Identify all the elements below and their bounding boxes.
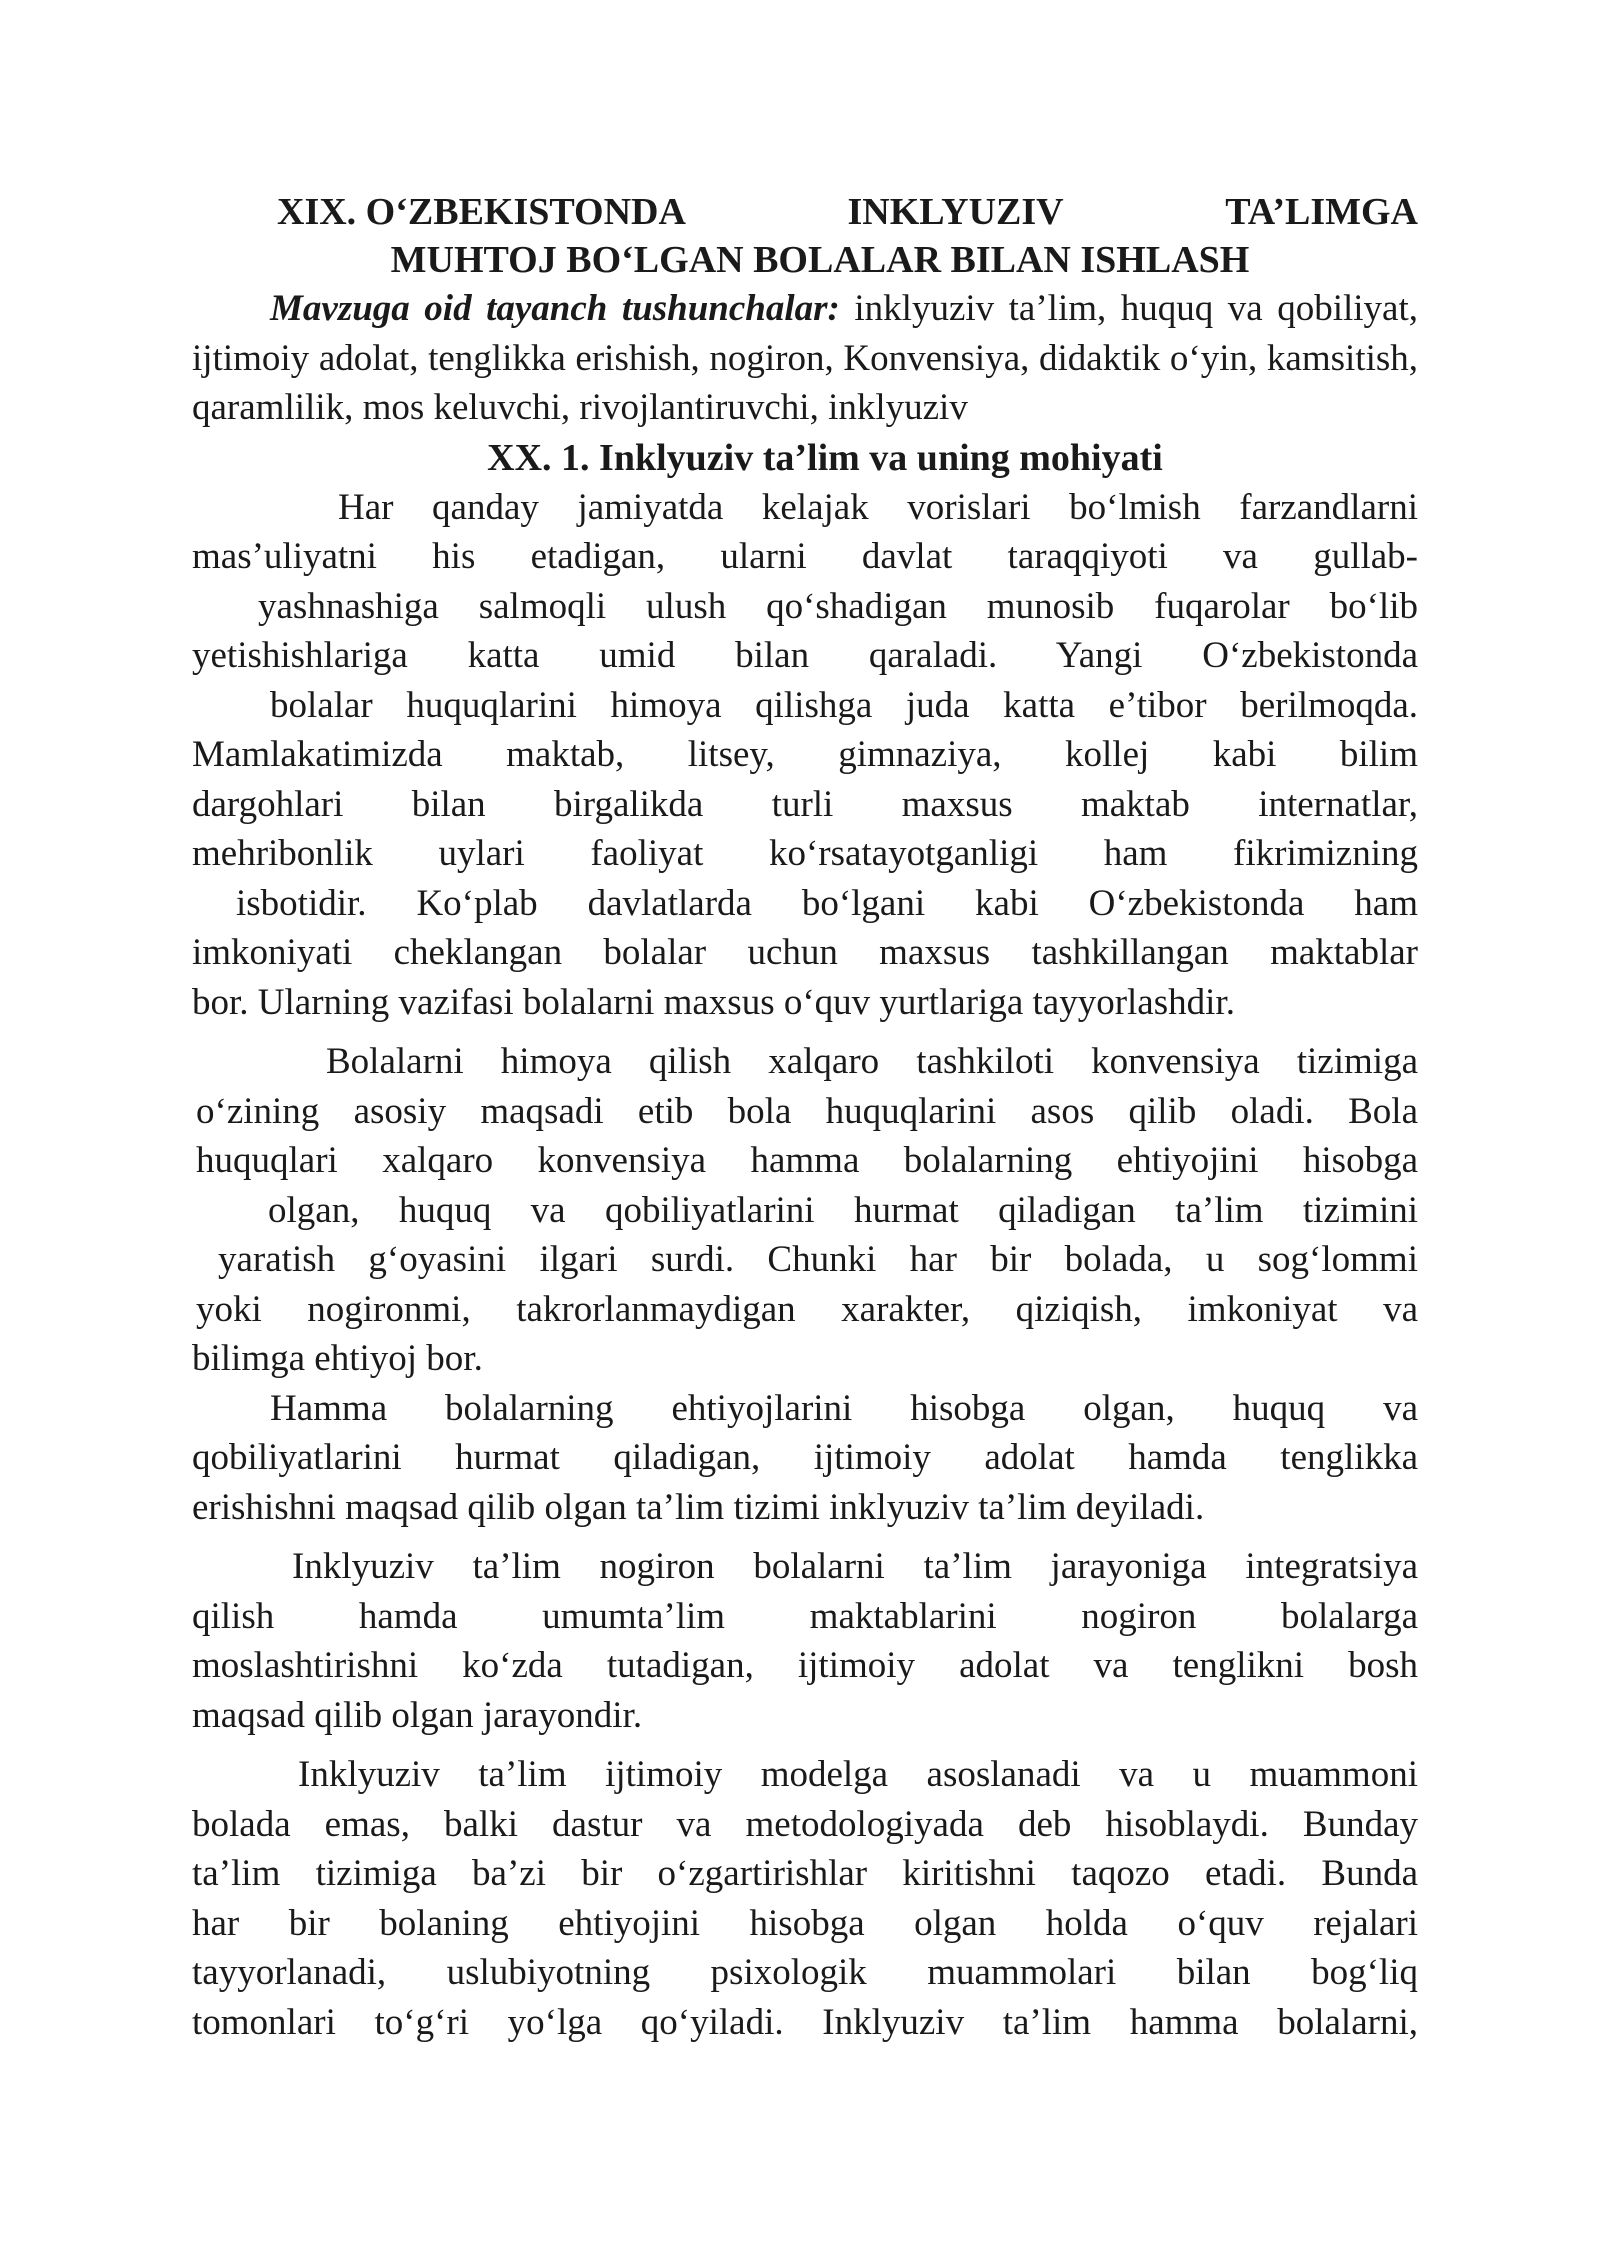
body-paragraph xyxy=(192,483,1418,1028)
paragraph-line: yaratish g‘oyasini ilgari surdi. Chunki har bir bolada, u sog‘lommi xyxy=(218,1239,1418,1280)
document-page xyxy=(192,188,1418,2047)
paragraph-line: o‘zining asosiy maqsadi etib bola huquqlarini asos qilib oladi. Bola xyxy=(196,1090,1418,1132)
paragraph-line: maqsad qilib olgan jarayondir. xyxy=(192,1694,643,1736)
paragraph-line: bor. Ularning vazifasi bolalarni maxsus o‘quv yurtlariga tayyorlashdir. xyxy=(192,981,1235,1023)
body-paragraph xyxy=(192,1037,1418,1384)
chapter-title-line2: MUHTOJ BO‘LGAN BOLALAR BILAN ISHLASH xyxy=(390,239,1250,281)
paragraph-line: Har qanday jamiyatda kelajak vorislari bo‘lmish farzandlarni xyxy=(338,486,1418,528)
paragraph-line: qobiliyatlarini hurmat qiladigan, ijtimoiy adolat hamda tenglikka xyxy=(192,1437,1418,1478)
paragraph-line: bilimga ehtiyoj bor. xyxy=(192,1338,483,1379)
body-paragraph xyxy=(192,1542,1418,1740)
paragraph-line: ta’lim tizimiga ba’zi bir o‘zgartirishlar kiritishni taqozo etadi. Bunda xyxy=(192,1853,1418,1894)
paragraph-line: yashnashiga salmoqli ulush qo‘shadigan munosib fuqarolar bo‘lib xyxy=(258,585,1418,627)
paragraph-line: yetishishlariga katta umid bilan qaraladi. Yangi O‘zbekistonda xyxy=(192,635,1418,676)
paragraph-line: moslashtirishni ko‘zda tutadigan, ijtimoiy adolat va tenglikni bosh xyxy=(192,1645,1418,1686)
chapter-title xyxy=(192,188,1418,284)
keywords-paragraph xyxy=(192,284,1418,433)
keywords-label: Mavzuga oid tayanch tushunchalar: xyxy=(270,288,840,329)
paragraph-line: olgan, huquq va qobiliyatlarini hurmat qiladigan ta’lim tizimini xyxy=(268,1189,1418,1231)
section-title: XX. 1. Inklyuziv ta’lim va uning mohiyati xyxy=(487,436,1163,479)
keywords-text: inklyuziv ta’lim, huquq va qobiliyat, ijtimoiy adolat, tenglikka erishish, nogiron, Konvensiya, didaktik o‘yin, kamsitish, qaramlilik, mos keluvchi, rivojlantiruvchi, inklyuziv xyxy=(192,288,1418,428)
paragraph-line: Inklyuziv ta’lim ijtimoiy modelga asoslanadi va u muammoni xyxy=(298,1754,1418,1795)
paragraph-line: yoki nogironmi, takrorlanmaydigan xarakter, qiziqish, imkoniyat va xyxy=(196,1288,1418,1330)
chapter-title-word: XIX. O‘ZBEKISTONDA xyxy=(277,191,686,233)
paragraph-line: Mamlakatimizda maktab, litsey, gimnaziya, kollej kabi bilim xyxy=(192,734,1418,775)
paragraph-line: tayyorlanadi, uslubiyotning psixologik muammolari bilan bog‘liq xyxy=(192,1952,1418,1993)
paragraph-line: Inklyuziv ta’lim nogiron bolalarni ta’lim jarayoniga integratsiya xyxy=(292,1546,1418,1587)
chapter-title-word: TA’LIMGA xyxy=(1225,191,1418,233)
paragraph-line: dargohlari bilan birgalikda turli maxsus maktab internatlar, xyxy=(192,783,1418,825)
paragraph-line: bolalar huquqlarini himoya qilishga juda katta e’tibor berilmoqda. xyxy=(270,684,1418,726)
paragraph-line: mehribonlik uylari faoliyat ko‘rsatayotganligi ham fikrimizning xyxy=(192,833,1418,874)
paragraph-line: huquqlari xalqaro konvensiya hamma bolalarning ehtiyojini hisobga xyxy=(196,1140,1418,1181)
paragraph-line: isbotidir. Ko‘plab davlatlarda bo‘lgani kabi O‘zbekistonda ham xyxy=(236,882,1418,924)
paragraph-line: Bolalarni himoya qilish xalqaro tashkiloti konvensiya tizimiga xyxy=(326,1041,1418,1082)
paragraph-line: Hamma bolalarning ehtiyojlarini hisobga olgan, huquq va xyxy=(270,1387,1418,1429)
paragraph-line: bolada emas, balki dastur va metodologiyada deb hisoblaydi. Bunday xyxy=(192,1803,1418,1845)
paragraph-line: qilish hamda umumta’lim maktablarini nogiron bolalarga xyxy=(192,1595,1418,1637)
body-paragraph xyxy=(192,1384,1418,1533)
paragraph-line: erishishni maqsad qilib olgan ta’lim tizimi inklyuziv ta’lim deyiladi. xyxy=(192,1486,1205,1528)
paragraph-line: tomonlari to‘g‘ri yo‘lga qo‘yiladi. Inklyuziv ta’lim hamma bolalarni, xyxy=(192,2001,1418,2043)
chapter-title-line1 xyxy=(192,188,1418,236)
chapter-title-word: INKLYUZIV xyxy=(847,191,1064,233)
paragraph-line: mas’uliyatni his etadigan, ularni davlat taraqqiyoti va gullab- xyxy=(192,536,1418,577)
paragraph-line: har bir bolaning ehtiyojini hisobga olgan holda o‘quv rejalari xyxy=(192,1902,1418,1944)
body-paragraph xyxy=(192,1750,1418,2047)
paragraph-line: imkoniyati cheklangan bolalar uchun maxsus tashkillangan maktablar xyxy=(192,932,1418,973)
